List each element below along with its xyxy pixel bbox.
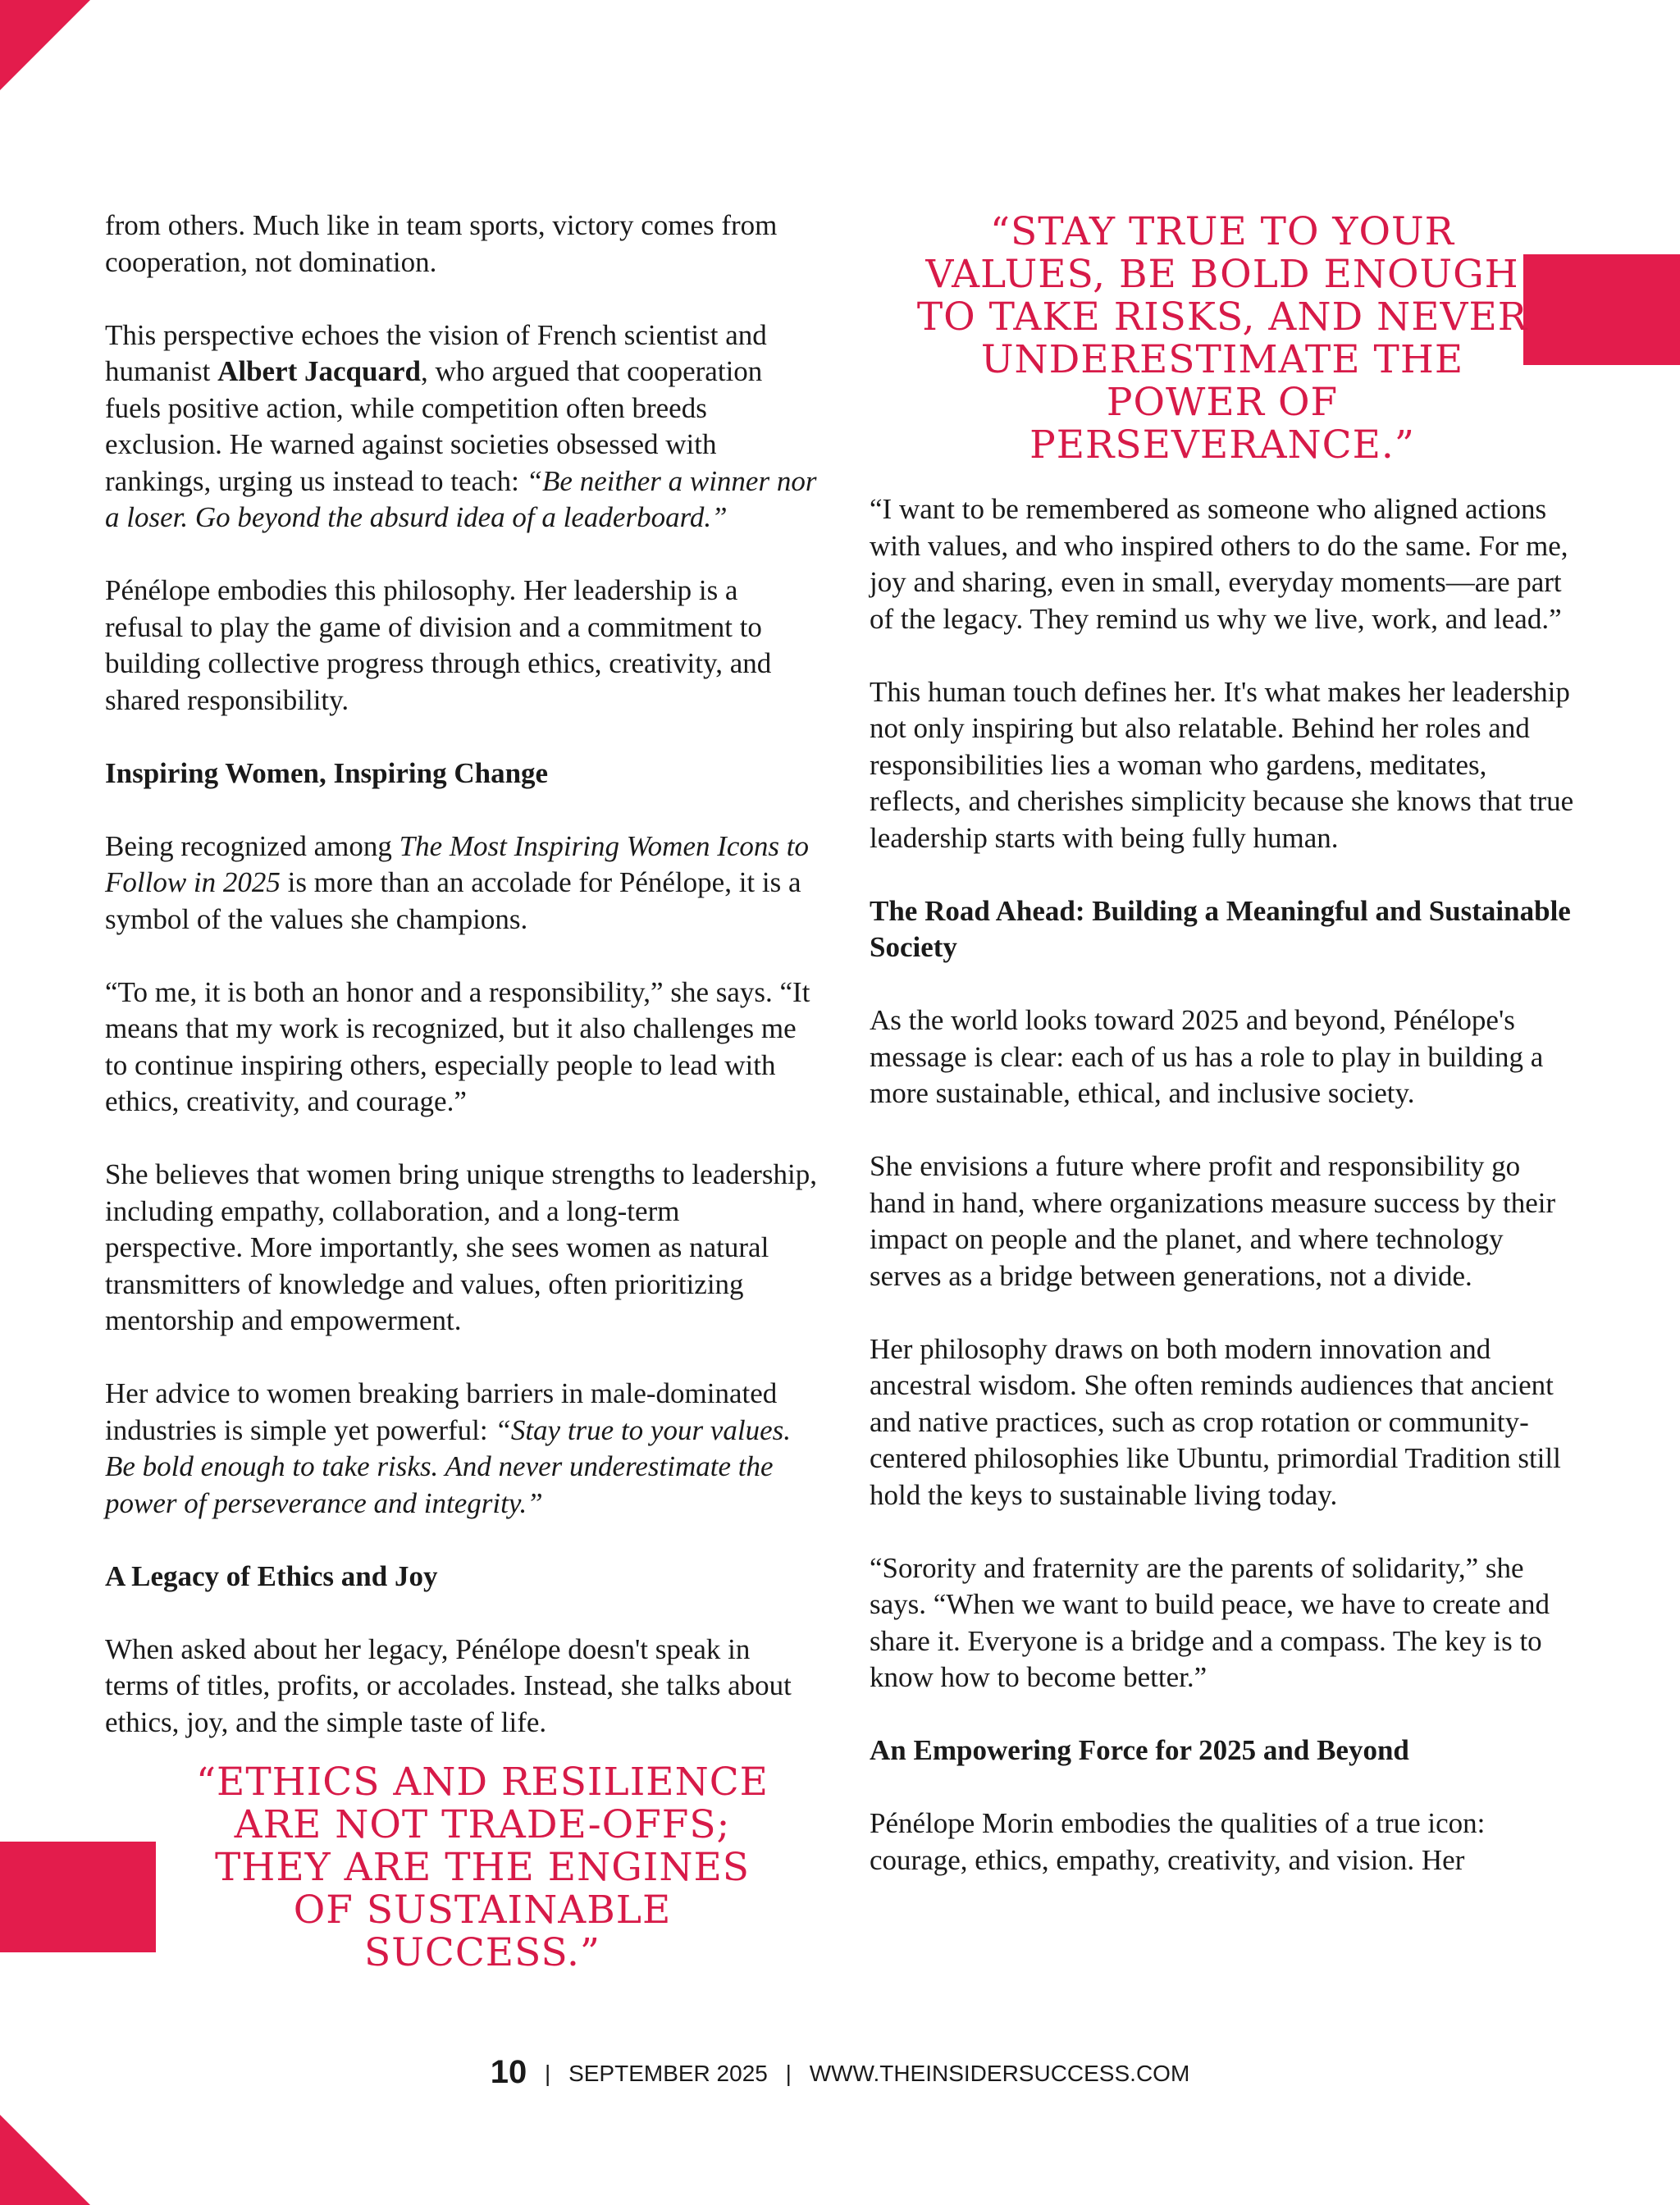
paragraph: When asked about her legacy, Pénélope doesn't speak in terms of titles, profits, or accolades. Instead, she talks about ethics, joy, and the simple taste of life. — [105, 1632, 792, 1738]
award-title: The Most Inspiring Women Icons to Follow in 2025 — [105, 829, 810, 898]
corner-decoration-top-left — [0, 0, 90, 90]
pull-quote: “STAY TRUE TO YOUR VALUES, BE BOLD ENOUGH TO TAKE RISKS, AND NEVER UNDERESTIMATE THE POWER OF PERSEVERANCE.” — [916, 209, 1528, 468]
right-column — [870, 208, 1575, 1915]
paragraph: “To me, it is both an honor and a responsibility,” she says. “It means that my work is recognized, but it also challenges me to continue inspiring others, especially people to lead with ethics, creativity, and courage.” — [105, 975, 810, 1117]
page-footer — [0, 2054, 1680, 2091]
paragraph: As the world looks toward 2025 and beyond, Pénélope's message is clear: each of us has a role to play in building a more sustainable, ethical, and inclusive society. — [870, 1004, 1544, 1109]
paragraph: from others. Much like in team sports, victory comes from cooperation, not domination. — [105, 209, 778, 278]
paragraph: Pénélope embodies this philosophy. Her leadership is a refusal to play the game of division and a commitment to building collective progress through ethics, creativity, and shared responsibility. — [105, 574, 772, 716]
paragraph: Being recognized among The Most Inspiring Women Icons to Follow in 2025 is more than an accolade for Pénélope, it is a symbol of the values she champions. — [105, 829, 810, 935]
footer-separator: | — [785, 2061, 792, 2086]
pull-quote: “ETHICS AND RESILIENCE ARE NOT TRADE-OFFS; THEY ARE THE ENGINES OF SUSTAINABLE SUCCESS.” — [196, 1760, 769, 1975]
paragraph: Her philosophy draws on both modern innovation and ancestral wisdom. She often reminds audiences that ancient and native practices, such as crop rotation or community-centered philosophies like Ubuntu, primordial Tradition still hold the keys to sustainable living today. — [870, 1332, 1561, 1511]
paragraph: She envisions a future where profit and responsibility go hand in hand, where organizations measure success by their impact on people and the planet, and where technology serves as a bridge between generations, not a divide. — [870, 1150, 1556, 1292]
section-heading: An Empowering Force for 2025 and Beyond — [870, 1734, 1409, 1766]
inline-quote: “Be neither a winner nor a loser. Go beyond the absurd idea of a leaderboard.” — [105, 464, 817, 533]
paragraph: This human touch defines her. It's what makes her leadership not only inspiring but also relatable. Behind her roles and responsibilities lies a woman who gardens, meditates, reflects, and cherishes simplicity because she knows that true leadership starts with being fully human. — [870, 675, 1574, 854]
paragraph: “Sorority and fraternity are the parents of solidarity,” she says. “When we want to build peace, we have to create and share it. Everyone is a bridge and a compass. The key is to know how to become better.” — [870, 1551, 1550, 1693]
left-column — [105, 208, 819, 1974]
paragraph: “I want to be remembered as someone who aligned actions with values, and who inspired others to do the same. For me, joy and sharing, even in small, everyday moments—are part of the legacy. They remind us why we live, work, and lead.” — [870, 493, 1568, 635]
section-heading: Inspiring Women, Inspiring Change — [105, 756, 549, 789]
section-heading: A Legacy of Ethics and Joy — [105, 1559, 438, 1592]
corner-decoration-bottom-left — [0, 2115, 90, 2205]
paragraph: This perspective echoes the vision of French scientist and humanist Albert Jacquard, who argued that cooperation fuels positive action, while competition often breeds exclusion. He warned against societies obsessed with rankings, urging us instead to teach: “Be neither a winner nor a loser. Go beyond the absurd idea of a leaderboard.” — [105, 318, 817, 533]
paragraph: Pénélope Morin embodies the qualities of a true icon: courage, ethics, empathy, creativity, and vision. Her — [870, 1807, 1486, 1876]
paragraph: Her advice to women breaking barriers in male-dominated industries is simple yet powerful: “Stay true to your values. Be bold enough to take risks. And never underestimate the power of perseverance and integrity.” — [105, 1377, 792, 1519]
issue-date: SEPTEMBER 2025 — [568, 2061, 768, 2086]
person-name: Albert Jacquard — [217, 355, 421, 387]
inline-quote: “Stay true to your values. Be bold enough to take risks. And never underestimate the power of perseverance and integrity.” — [105, 1413, 792, 1519]
paragraph: She believes that women bring unique strengths to leadership, including empathy, collaboration, and a long-term perspective. More importantly, she sees women as natural transmitters of knowledge and values, often prioritizing mentorship and empowerment. — [105, 1158, 818, 1336]
page-number: 10 — [490, 2054, 527, 2090]
section-heading: The Road Ahead: Building a Meaningful and Sustainable Society — [870, 894, 1571, 963]
footer-separator: | — [545, 2061, 551, 2086]
website-link[interactable]: WWW.THEINSIDERSUCCESS.COM — [809, 2061, 1190, 2086]
